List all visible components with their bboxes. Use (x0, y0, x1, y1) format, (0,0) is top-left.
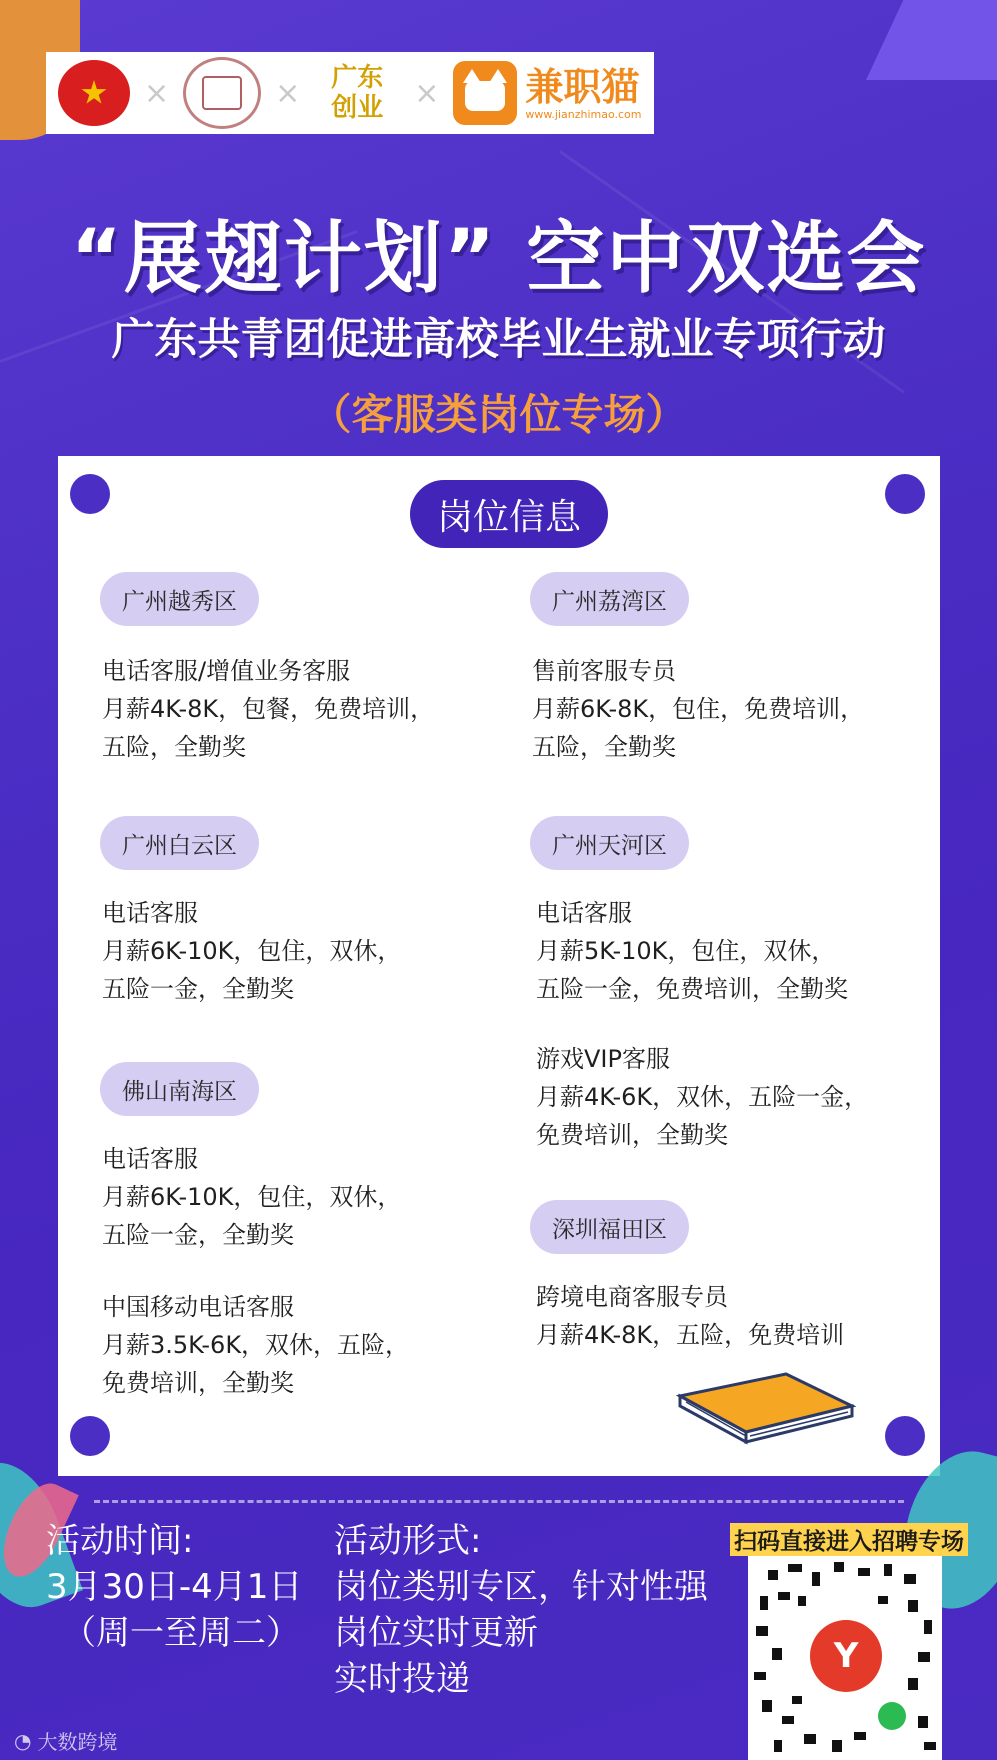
job-listing: 电话客服 月薪6K-10K，包住，双休， 五险一金，全勤奖 (102, 899, 402, 1003)
times-separator: × (144, 75, 170, 111)
region-tag: 深圳福田区 (530, 1200, 689, 1254)
decor-dot (70, 1416, 110, 1456)
event-format-info: 活动形式: 岗位类别专区，针对性强 岗位实时更新 实时投递 (334, 1521, 708, 1699)
book-icon (676, 1366, 856, 1446)
deer-logo-icon: Y (810, 1620, 882, 1692)
decor-dot (885, 474, 925, 514)
event-time-info: 活动时间: 3月30日-4月1日 （周一至周二） (46, 1521, 303, 1653)
region-tag: 广州越秀区 (100, 572, 259, 626)
watermark: ◔ 大数跨境 (14, 1728, 118, 1754)
region-tag: 广州荔湾区 (530, 572, 689, 626)
region-tag: 佛山南海区 (100, 1062, 259, 1116)
region-tag: 广州天河区 (530, 816, 689, 870)
university-seal-icon (183, 57, 261, 129)
mini-program-icon (878, 1702, 906, 1730)
guangdong-chuangye-logo: 广东 创业 (331, 63, 384, 123)
jianzhimao-logo: 兼职猫 www.jianzhimao.com (453, 61, 641, 125)
logo-bar (46, 52, 654, 134)
job-info-card (58, 456, 940, 1476)
job-listing: 中国移动电话客服 月薪3.5K-6K，双休，五险， 免费培训，全勤奖 (102, 1293, 410, 1397)
youth-league-logo-icon (58, 60, 130, 126)
times-separator: × (275, 75, 301, 111)
job-listing: 电话客服/增值业务客服 月薪4K-8K，包餐，免费培训， 五险，全勤奖 (102, 657, 435, 761)
mini-program-qr-code[interactable] (748, 1556, 942, 1760)
cat-icon (453, 61, 517, 125)
job-listing: 售前客服专员 月薪6K-8K，包住，免费培训， 五险，全勤奖 (532, 657, 865, 761)
qr-caption: 扫码直接进入招聘专场 (730, 1523, 968, 1556)
decor-dot (70, 474, 110, 514)
region-tag: 广州白云区 (100, 816, 259, 870)
job-listing: 游戏VIP客服 月薪4K-6K，双休，五险一金， 免费培训，全勤奖 (536, 1045, 869, 1149)
watermark-logo-icon: ◔ (14, 1728, 32, 1753)
job-listing: 电话客服 月薪5K-10K，包住，双休， 五险一金，免费培训，全勤奖 (536, 899, 848, 1003)
job-listing: 电话客服 月薪6K-10K，包住，双休， 五险一金，全勤奖 (102, 1145, 402, 1249)
times-separator: × (414, 75, 440, 111)
decor-purple-shape (866, 0, 997, 80)
special-session-label: （客服类岗位专场） (309, 390, 688, 439)
page-title: “展翅计划” 空中双选会 (70, 214, 927, 304)
card-title: 岗位信息 (410, 480, 608, 548)
decor-dot (885, 1416, 925, 1456)
job-listing: 跨境电商客服专员 月薪4K-8K，五险，免费培训 (536, 1283, 845, 1349)
page-subtitle: 广东共青团促进高校毕业生就业专项行动 (111, 315, 886, 365)
footer-divider (94, 1500, 904, 1503)
